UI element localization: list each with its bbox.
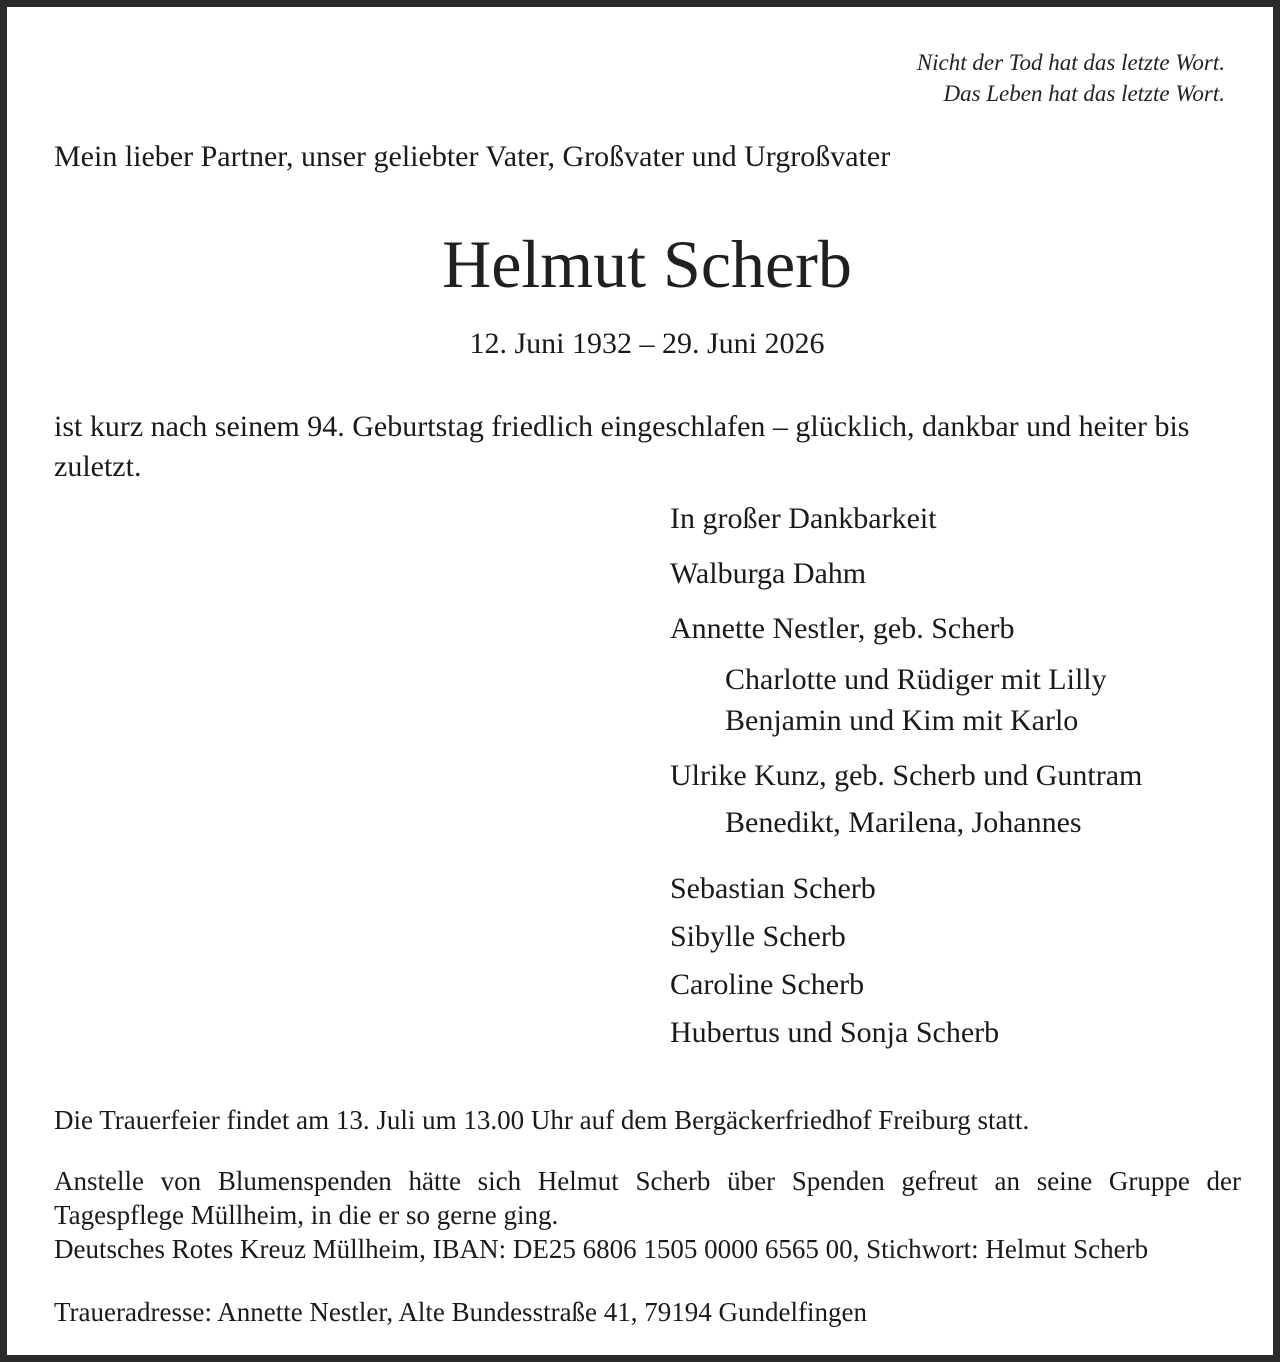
mourner-name: Ulrike Kunz, geb. Scherb und Guntram <box>670 759 1143 792</box>
mourner-name: Caroline Scherb <box>670 968 865 1001</box>
motto-quote <box>917 47 1225 109</box>
donation-text: Anstelle von Blumenspenden hätte sich Helmut Scherb über Spenden gefreut an seine Gruppe der Tagespflege Müllheim, in die er so gerne ging. <box>54 1166 1241 1230</box>
mourner-child: Charlotte und Rüdiger mit Lilly <box>725 663 1107 696</box>
mourner-name: Hubertus und Sonja Scherb <box>670 1016 1000 1049</box>
donation-info <box>54 1164 1241 1266</box>
deceased-name: Helmut Scherb <box>442 226 852 302</box>
mourner-name: Walburga Dahm <box>670 557 867 590</box>
mourning-address: Traueradresse: Annette Nestler, Alte Bundesstraße 41, 79194 Gundelfingen <box>54 1297 867 1327</box>
statement-text: ist kurz nach seinem 94. Geburtstag friedlich eingeschlafen – glücklich, dankbar und heiter bis zuletzt. <box>54 410 1190 483</box>
motto-line: Das Leben hat das letzte Wort. <box>943 81 1225 106</box>
mourner-child: Benjamin und Kim mit Karlo <box>725 704 1079 737</box>
bank-details: Deutsches Rotes Kreuz Müllheim, IBAN: DE25 6806 1505 0000 6565 00, Stichwort: Helmut Scherb <box>54 1234 1149 1264</box>
funeral-info: Die Trauerfeier findet am 13. Juli um 13.00 Uhr auf dem Bergäckerfriedhof Freiburg statt. <box>54 1105 1030 1135</box>
mourner-child: Benedikt, Marilena, Johannes <box>725 806 1082 839</box>
mourner-name: Sebastian Scherb <box>670 872 876 905</box>
mourners-heading: In großer Dankbarkeit <box>670 502 937 535</box>
mourner-name: Sibylle Scherb <box>670 920 846 953</box>
mourner-name: Annette Nestler, geb. Scherb <box>670 612 1015 645</box>
life-dates: 12. Juni 1932 – 29. Juni 2026 <box>469 327 825 360</box>
motto-line: Nicht der Tod hat das letzte Wort. <box>916 50 1225 75</box>
intro-line: Mein lieber Partner, unser geliebter Vater, Großvater und Urgroßvater <box>54 140 891 173</box>
